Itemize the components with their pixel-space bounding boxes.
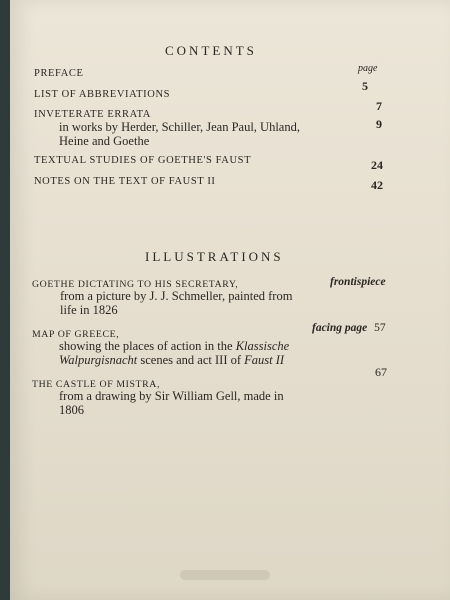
illustration-1-line1: from a picture by J. J. Schmeller, painted from <box>60 289 293 303</box>
contents-page-textual-studies: 24 <box>371 158 383 172</box>
illustration-1-title: GOETHE DICTATING TO HIS SECRETARY, <box>32 279 239 290</box>
illustration-2-line2-text: scenes and act <box>137 353 215 367</box>
illustration-2-line1 <box>59 339 289 353</box>
contents-errata-line2: Heine and Goethe <box>59 134 150 148</box>
illustration-3-line2: 1806 <box>59 403 84 417</box>
illustration-2-line2 <box>59 353 284 367</box>
contents-item-textual-studies: TEXTUAL STUDIES OF GOETHE'S FAUST <box>34 155 252 166</box>
illustration-1-line2: life in 1826 <box>60 303 118 317</box>
illustration-2-of: of <box>227 353 245 367</box>
contents-page-notes: 42 <box>371 178 383 192</box>
page-smudge <box>180 570 270 580</box>
page-column-label: page <box>358 63 378 74</box>
illustration-1-tag: frontispiece <box>330 276 386 288</box>
illustration-2-act: III <box>215 353 228 367</box>
contents-item-notes: NOTES ON THE TEXT OF FAUST II <box>34 176 216 187</box>
contents-page-errata: 9 <box>376 117 382 131</box>
illustration-3-line1: from a drawing by Sir William Gell, made in <box>59 389 284 403</box>
illustration-2-page-ref <box>312 322 386 334</box>
illustration-3-title: THE CASTLE OF MISTRA, <box>32 379 160 390</box>
contents-item-abbreviations: LIST OF ABBREVIATIONS <box>34 89 171 100</box>
illustration-2-faust: Faust II <box>244 353 285 367</box>
contents-heading: CONTENTS <box>165 43 257 58</box>
illustration-2-line1-text: showing the places of action in the <box>59 339 236 353</box>
contents-item-preface: PREFACE <box>34 68 84 79</box>
illustration-2-tag: facing page <box>312 322 368 334</box>
illustration-2-title: MAP OF GREECE, <box>32 329 120 340</box>
book-page <box>10 0 450 600</box>
contents-page-preface: 5 <box>362 79 368 93</box>
illustration-2-page: 57 <box>374 322 386 334</box>
illustrations-heading: ILLUSTRATIONS <box>145 249 284 264</box>
illustration-2-klassische: Klassische <box>235 339 290 353</box>
illustration-2-walpurgisnacht: Walpurgisnacht <box>59 353 138 367</box>
contents-item-errata: INVETERATE ERRATA <box>34 109 151 120</box>
contents-errata-line1: in works by Herder, Schiller, Jean Paul, Uhland, <box>59 120 300 134</box>
illustration-3-page: 67 <box>375 365 387 379</box>
contents-page-abbreviations: 7 <box>376 99 382 113</box>
